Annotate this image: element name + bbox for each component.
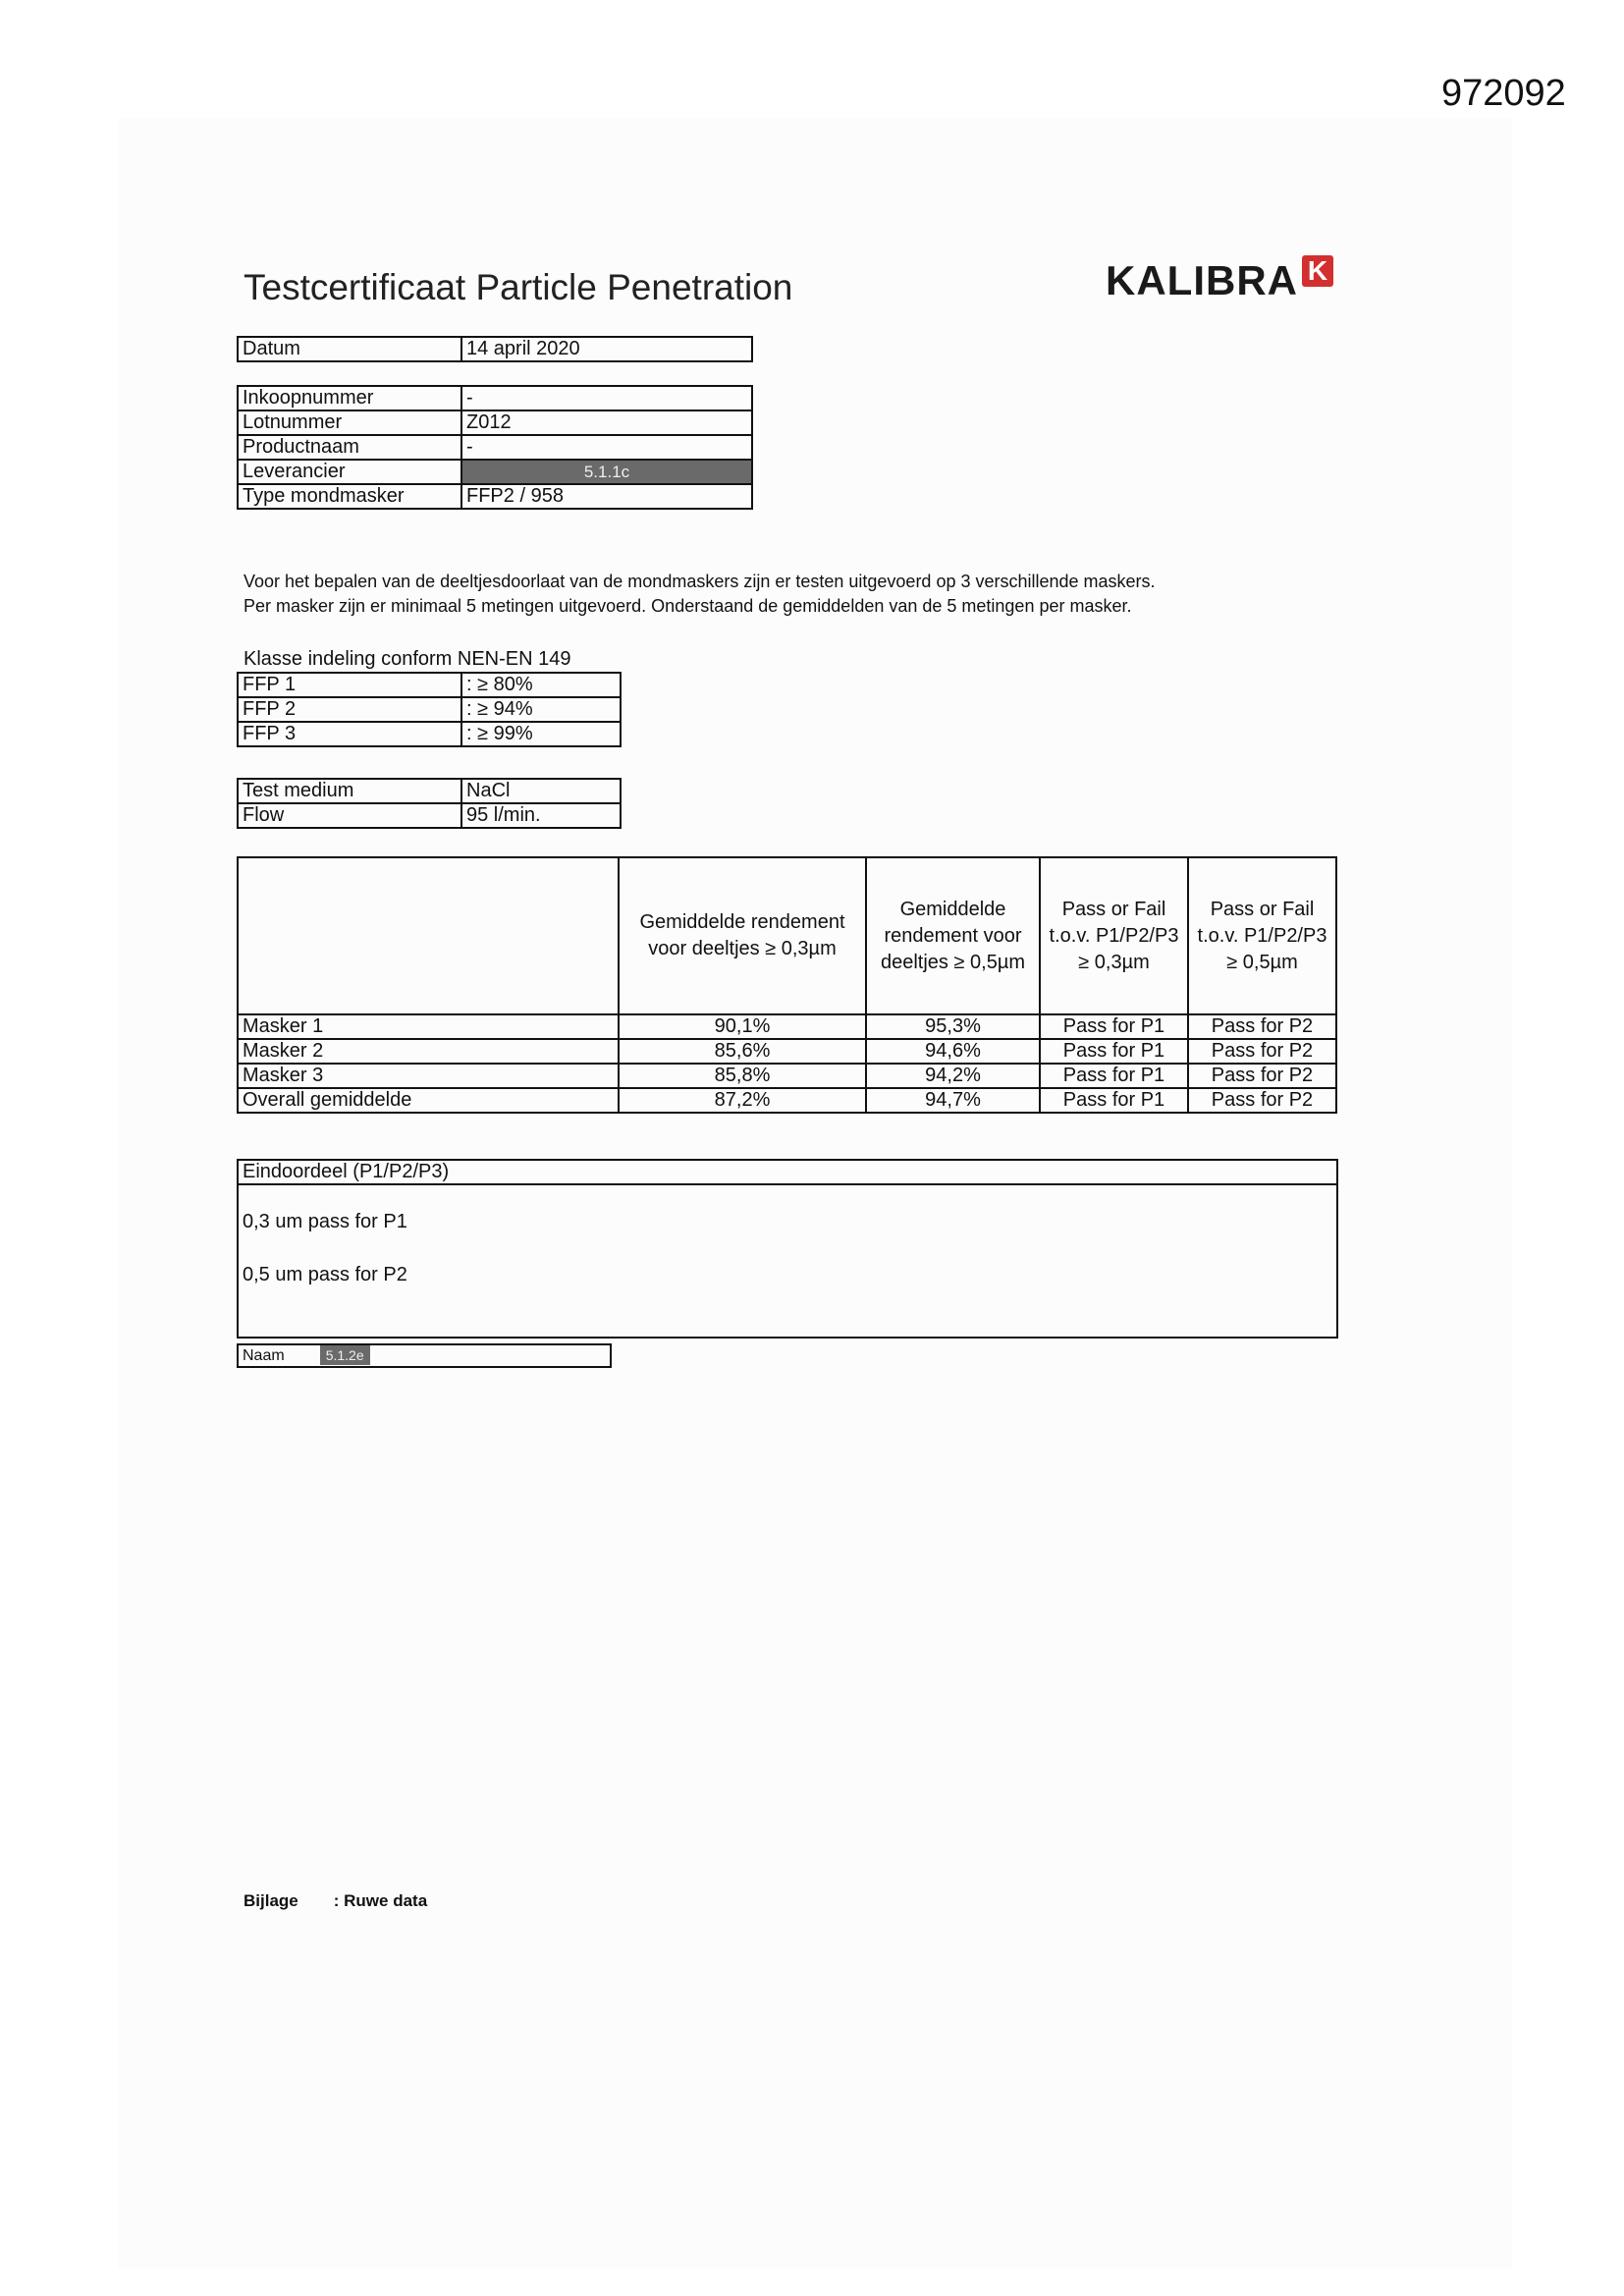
eindoordeel-line: 0,3 um pass for P1 bbox=[243, 1211, 407, 1232]
row-label: Masker 2 bbox=[238, 1039, 619, 1064]
klasse-row bbox=[238, 697, 621, 722]
klasse-value: : ≥ 94% bbox=[461, 697, 621, 722]
klasse-value: : ≥ 99% bbox=[461, 722, 621, 746]
description-paragraph bbox=[244, 570, 1156, 619]
results-header-cell: Gemiddelde rendement voor deeltjes ≥ 0,3µm bbox=[619, 857, 866, 1014]
pass-fail-05: Pass for P2 bbox=[1188, 1014, 1336, 1039]
naam-cell bbox=[238, 1344, 611, 1367]
bijlage-label: Bijlage bbox=[244, 1891, 298, 1910]
rendement-05: 94,6% bbox=[866, 1039, 1040, 1064]
datum-row bbox=[238, 337, 752, 361]
rendement-05: 95,3% bbox=[866, 1014, 1040, 1039]
product-info-table bbox=[237, 385, 753, 510]
klasse-row bbox=[238, 722, 621, 746]
eindoordeel-line: 0,5 um pass for P2 bbox=[243, 1264, 407, 1285]
redacted-name: 5.1.2e bbox=[320, 1345, 370, 1365]
info-value: - bbox=[461, 435, 752, 460]
results-header-cell: Gemiddelde rendement voor deeltjes ≥ 0,5µm bbox=[866, 857, 1040, 1014]
klasse-label: FFP 2 bbox=[238, 697, 461, 722]
logo-text: KALIBRA bbox=[1106, 257, 1298, 303]
pass-fail-03: Pass for P1 bbox=[1040, 1039, 1188, 1064]
eindoordeel-title-row bbox=[238, 1160, 1337, 1184]
document-number: 972092 bbox=[1441, 73, 1566, 114]
medium-value: 95 l/min. bbox=[461, 803, 621, 828]
info-row bbox=[238, 386, 752, 410]
pass-fail-05: Pass for P2 bbox=[1188, 1039, 1336, 1064]
datum-value: 14 april 2020 bbox=[461, 337, 752, 361]
row-label: Overall gemiddelde bbox=[238, 1088, 619, 1113]
description-line: Voor het bepalen van de deeltjesdoorlaat van de mondmaskers zijn er testen uitgevoerd op 3 verschillende maskers. bbox=[244, 572, 1156, 591]
info-label: Leverancier bbox=[238, 460, 461, 484]
info-label: Inkoopnummer bbox=[238, 386, 461, 410]
klasse-label: FFP 1 bbox=[238, 673, 461, 697]
rendement-05: 94,7% bbox=[866, 1088, 1040, 1113]
info-value: FFP2 / 958 bbox=[461, 484, 752, 509]
pass-fail-05: Pass for P2 bbox=[1188, 1088, 1336, 1113]
datum-table bbox=[237, 336, 753, 362]
medium-label: Flow bbox=[238, 803, 461, 828]
datum-label: Datum bbox=[238, 337, 461, 361]
klasse-table bbox=[237, 672, 622, 747]
row-label: Masker 1 bbox=[238, 1014, 619, 1039]
rendement-03: 90,1% bbox=[619, 1014, 866, 1039]
rendement-03: 85,8% bbox=[619, 1064, 866, 1088]
results-header-row bbox=[238, 857, 1336, 1014]
info-row bbox=[238, 435, 752, 460]
eindoordeel-body-row bbox=[238, 1184, 1337, 1338]
results-header-empty bbox=[238, 857, 619, 1014]
kalibra-logo bbox=[1106, 257, 1333, 306]
eindoordeel-table bbox=[237, 1159, 1338, 1339]
results-header-cell: Pass or Fail t.o.v. P1/P2/P3 ≥ 0,3µm bbox=[1040, 857, 1188, 1014]
rendement-03: 85,6% bbox=[619, 1039, 866, 1064]
pass-fail-03: Pass for P1 bbox=[1040, 1014, 1188, 1039]
naam-row bbox=[238, 1344, 611, 1367]
rendement-03: 87,2% bbox=[619, 1088, 866, 1113]
bijlage-value: : Ruwe data bbox=[333, 1891, 428, 1910]
naam-table bbox=[237, 1343, 612, 1368]
test-medium-table bbox=[237, 778, 622, 829]
naam-label: Naam bbox=[243, 1347, 285, 1364]
logo-mark-icon: K bbox=[1302, 255, 1333, 287]
pass-fail-03: Pass for P1 bbox=[1040, 1088, 1188, 1113]
row-label: Masker 3 bbox=[238, 1064, 619, 1088]
medium-value: NaCl bbox=[461, 779, 621, 803]
eindoordeel-title: Eindoordeel (P1/P2/P3) bbox=[238, 1160, 1337, 1184]
klasse-title: Klasse indeling conform NEN-EN 149 bbox=[244, 648, 571, 670]
redacted-supplier: 5.1.1c bbox=[461, 460, 752, 484]
table-row bbox=[238, 1088, 1336, 1113]
klasse-row bbox=[238, 673, 621, 697]
rendement-05: 94,2% bbox=[866, 1064, 1040, 1088]
results-table bbox=[237, 856, 1337, 1114]
table-row bbox=[238, 1039, 1336, 1064]
info-label: Lotnummer bbox=[238, 410, 461, 435]
medium-label: Test medium bbox=[238, 779, 461, 803]
bijlage bbox=[244, 1891, 427, 1911]
eindoordeel-body bbox=[238, 1184, 1337, 1338]
results-header-cell: Pass or Fail t.o.v. P1/P2/P3 ≥ 0,5µm bbox=[1188, 857, 1336, 1014]
info-label: Type mondmasker bbox=[238, 484, 461, 509]
pass-fail-03: Pass for P1 bbox=[1040, 1064, 1188, 1088]
info-row bbox=[238, 460, 752, 484]
description-line: Per masker zijn er minimaal 5 metingen uitgevoerd. Onderstaand de gemiddelden van de 5 metingen per masker. bbox=[244, 596, 1132, 616]
info-row bbox=[238, 410, 752, 435]
medium-row bbox=[238, 803, 621, 828]
info-row bbox=[238, 484, 752, 509]
table-row bbox=[238, 1064, 1336, 1088]
page-title: Testcertificaat Particle Penetration bbox=[244, 267, 793, 307]
klasse-value: : ≥ 80% bbox=[461, 673, 621, 697]
info-label: Productnaam bbox=[238, 435, 461, 460]
info-value: - bbox=[461, 386, 752, 410]
medium-row bbox=[238, 779, 621, 803]
pass-fail-05: Pass for P2 bbox=[1188, 1064, 1336, 1088]
klasse-label: FFP 3 bbox=[238, 722, 461, 746]
table-row bbox=[238, 1014, 1336, 1039]
info-value: Z012 bbox=[461, 410, 752, 435]
